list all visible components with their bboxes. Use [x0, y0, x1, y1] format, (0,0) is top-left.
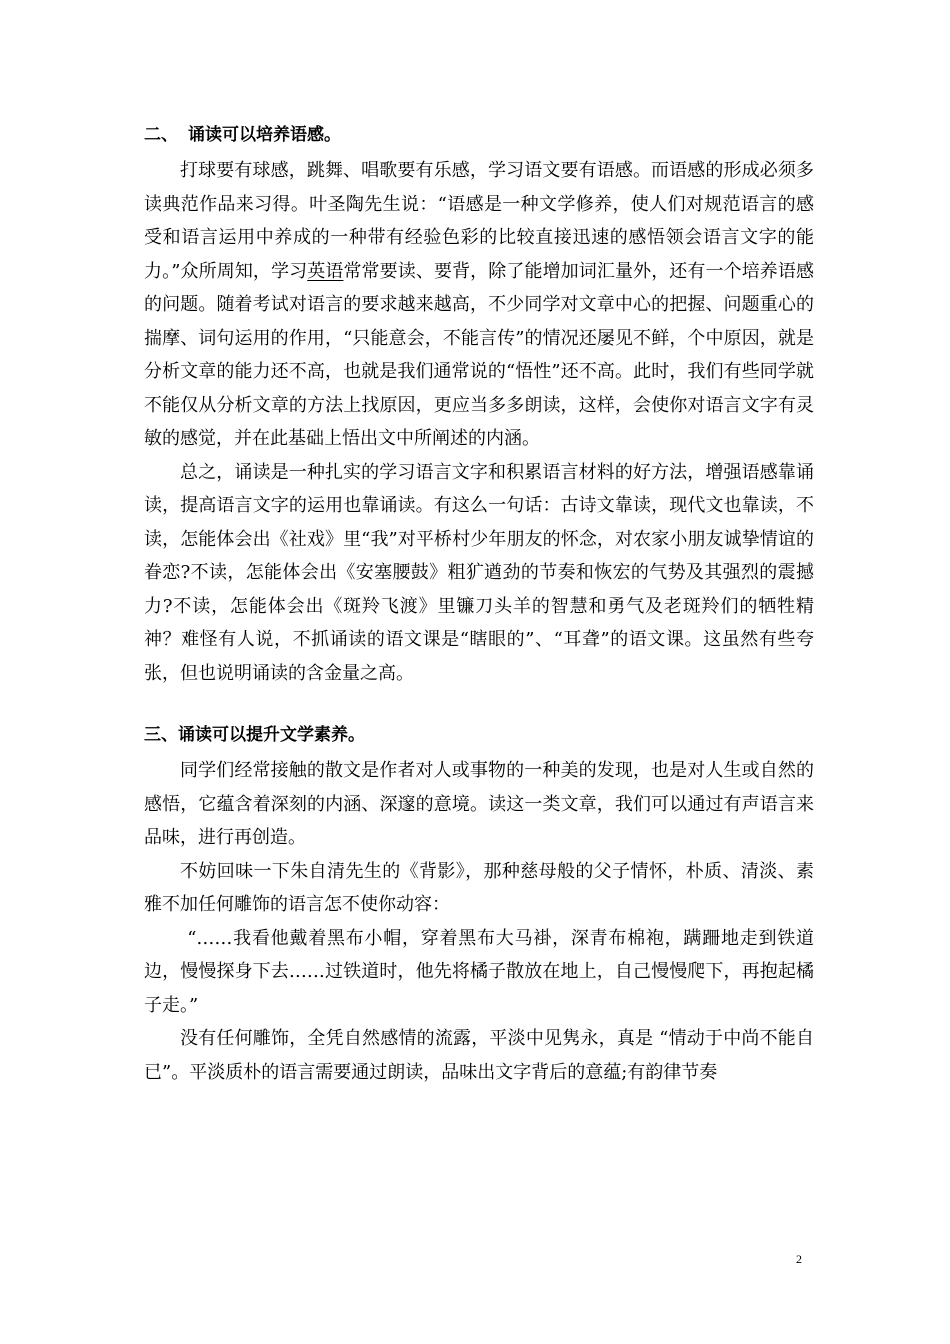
- paragraph-plain-language: 没有任何雕饰，全凭自然感情的流露，平淡中见隽永，真是 “情动于中尚不能自已”。平淡质朴的语言需要通过朗读，品味出文字背后的意蕴;有韵律节奏: [144, 1028, 814, 1083]
- document-page: [144, 116, 814, 1089]
- section-title: 诵读可以提升文学素养。: [178, 725, 365, 745]
- english-link[interactable]: 英语: [307, 260, 344, 282]
- section-title: 诵读可以培养语感。: [188, 125, 341, 145]
- page-number: 2: [796, 1252, 802, 1266]
- section-spacer: [144, 690, 814, 716]
- paragraph-prose: 同学们经常接触的散文是作者对人或事物的一种美的发现，也是对人生或自然的感悟，它蕴含着深刻的内涵、深邃的意境。读这一类文章，我们可以通过有声语言来品味，进行再创造。: [144, 760, 814, 848]
- section-number: 三、: [144, 725, 178, 745]
- quote-paragraph: “……我看他戴着黑布小帽，穿着黑布大马褂，深青布棉袍，蹒跚地走到铁道边，慢慢探身下去……过铁道时，他先将橘子散放在地上，自己慢慢爬下，再抱起橘子走。”: [144, 927, 814, 1016]
- section-heading-2: [144, 116, 814, 154]
- paragraph-text: 打球要有球感，跳舞、唱歌要有乐感，学习语文要有语感。而语感的形成必须多读典范作品来习得。叶圣陶先生说：“语感是一种文学修养，使人们对规范语言的感受和语言运用中养成的一种带有经验色彩的比较直接迅速的感悟领会语言文字的能力。”众所周知，学习: [144, 160, 814, 282]
- paragraph-summary: 总之，诵读是一种扎实的学习语言文字和积累语言材料的好方法，增强语感靠诵读，提高语言文字的运用也靠诵读。有这么一句话：古诗文靠读，现代文也靠读，不读，怎能体会出《社戏》里“我”对平桥村少年朋友的怀念，对农家小朋友诚挚情谊的眷恋?不读，怎能体会出《安塞腰鼓》粗犷遒劲的节奏和恢宏的气势及其强烈的震撼力?不读，怎能体会出《斑羚飞渡》里镰刀头羊的智慧和勇气及老斑羚们的牺牲精神？难怪有人说，不抓诵读的语文课是“瞎眼的”、“耳聋”的语文课。这虽然有些夸张，但也说明诵读的含金量之高。: [144, 461, 814, 684]
- section-number: 二、: [144, 125, 178, 145]
- section-heading-3: [144, 716, 814, 754]
- paragraph-language-sense: [144, 154, 814, 456]
- paragraph-back-view: 不妨回味一下朱自清先生的《背影》，那种慈母般的父子情怀，朴质、清淡、素雅不加任何雕饰的语言怎不使你动容：: [144, 860, 814, 915]
- paragraph-text: 常常要读、要背，除了能增加词汇量外，还有一个培养语感的问题。随着考试对语言的要求越来越高，不少同学对文章中心的把握、问题重心的揣摩、词句运用的作用，“只能意会，不能言传”的情况还屡见不鲜，个中原因，就是分析文章的能力还不高，也就是我们通常说的“悟性”还不高。此时，我们有些同学就不能仅从分析文章的方法上找原因，更应当多多朗读，这样，会使你对语言文字有灵敏的感觉，并在此基础上悟出文中所阐述的内涵。: [144, 260, 815, 449]
